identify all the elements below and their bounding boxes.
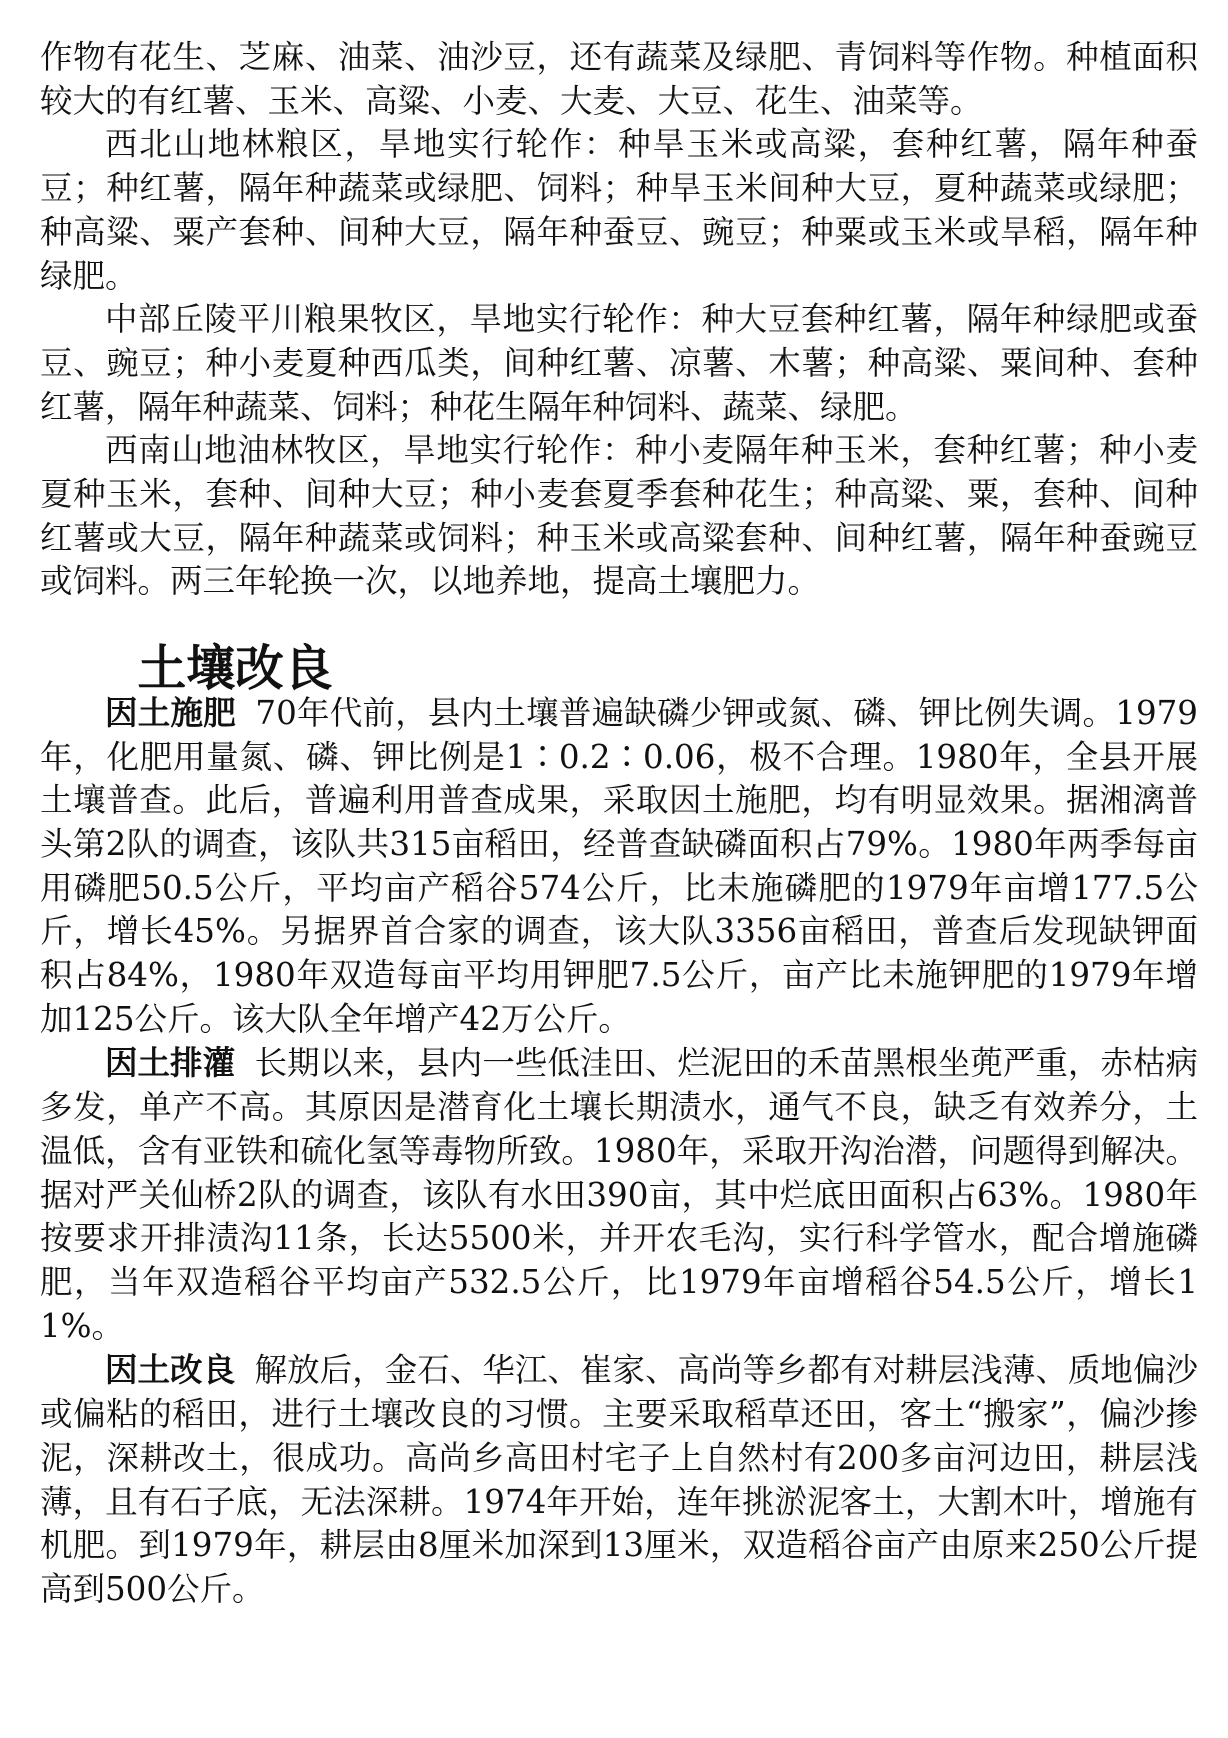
paragraph-crops-continued: 作物有花生、芝麻、油菜、油沙豆，还有蔬菜及绿肥、青饲料等作物。种植面积较大的有红薯、玉米、高粱、小麦、大麦、大豆、花生、油菜等。 — [40, 38, 1198, 120]
paragraph-drainage-by-soil — [40, 1041, 1198, 1348]
paragraph-southwest-rotation: 西南山地油林牧区，旱地实行轮作：种小麦隔年种玉米，套种红薯；种小麦夏种玉米，套种、间种大豆；种小麦套夏季套种花生；种高粱、粟，套种、间种红薯或大豆，隔年种蔬菜或饲料；种玉米或高粱套种、间种红薯，隔年种蚕豌豆或饲料。两三年轮换一次，以地养地，提高土壤肥力。 — [40, 431, 1198, 601]
term-fertilize-by-soil: 因土施肥 — [105, 692, 236, 732]
section-heading-soil-improvement: 土壤改良 — [137, 640, 333, 698]
term-drainage-by-soil: 因土排灌 — [105, 1043, 236, 1083]
text-drainage-by-soil: 长期以来，县内一些低洼田、烂泥田的禾苗黑根坐蔸严重，赤枯病多发，单产不高。其原因是潜育化土壤长期渍水，通气不良，缺乏有效养分，土温低，含有亚铁和硫化氢等毒物所致。1980年，采取开沟治潜，问题得到解决。据对严关仙桥2队的调查，该队有水田390亩，其中烂底田面积占63%。1980年按要求开排渍沟11条，长达5500米，并开农毛沟，实行科学管水，配合增施磷肥，当年双造稻谷平均亩产532.5公斤，比1979年亩增稻谷54.5公斤，增长11%。 — [40, 1044, 1198, 1345]
text-fertilize-by-soil: 70年代前，县内土壤普遍缺磷少钾或氮、磷、钾比例失调。1979年，化肥用量氮、磷、钾比例是1∶0.2∶0.06，极不合理。1980年，全县开展土壤普查。此后，普遍利用普查成果，采取因土施肥，均有明显效果。据湘漓普头第2队的调查，该队共315亩稻田，经普查缺磷面积占79%。1980年两季每亩用磷肥50.5公斤，平均亩产稻谷574公斤，比未施磷肥的1979年亩增177.5公斤，增长45%。另据界首合家的调查，该大队3356亩稻田，普查后发现缺钾面积占84%，1980年双造每亩平均用钾肥7.5公斤，亩产比未施钾肥的1979年增加125公斤。该大队全年增产42万公斤。 — [40, 693, 1198, 1038]
text-improvement-by-soil: 解放后，金石、华江、崔家、高尚等乡都有对耕层浅薄、质地偏沙或偏粘的稻田，进行土壤改良的习惯。主要采取稻草还田，客土“搬家”，偏沙掺泥，深耕改土，很成功。高尚乡高田村宅子上自然村有200多亩河边田，耕层浅薄，且有石子底，无法深耕。1974年开始，连年挑淤泥客土，大割木叶，增施有机肥。到1979年，耕层由8厘米加深到13厘米，双造稻谷亩产由原来250公斤提高到500公斤。 — [40, 1351, 1198, 1608]
term-improvement-by-soil: 因土改良 — [105, 1350, 236, 1390]
paragraph-fertilize-by-soil — [40, 691, 1198, 1042]
paragraph-northwest-rotation: 西北山地林粮区，旱地实行轮作：种旱玉米或高粱，套种红薯，隔年种蚕豆；种红薯，隔年种蔬菜或绿肥、饲料；种旱玉米间种大豆，夏种蔬菜或绿肥；种高粱、粟产套种、间种大豆，隔年种蚕豆、豌豆；种粟或玉米或旱稻，隔年种绿肥。 — [40, 125, 1198, 295]
paragraph-central-rotation: 中部丘陵平川粮果牧区，旱地实行轮作：种大豆套种红薯，隔年种绿肥或蚕豆、豌豆；种小麦夏种西瓜类，间种红薯、凉薯、木薯；种高粱、粟间种、套种红薯，隔年种蔬菜、饲料；种花生隔年种饲料、蔬菜、绿肥。 — [40, 300, 1198, 426]
paragraph-improvement-by-soil — [40, 1348, 1198, 1611]
